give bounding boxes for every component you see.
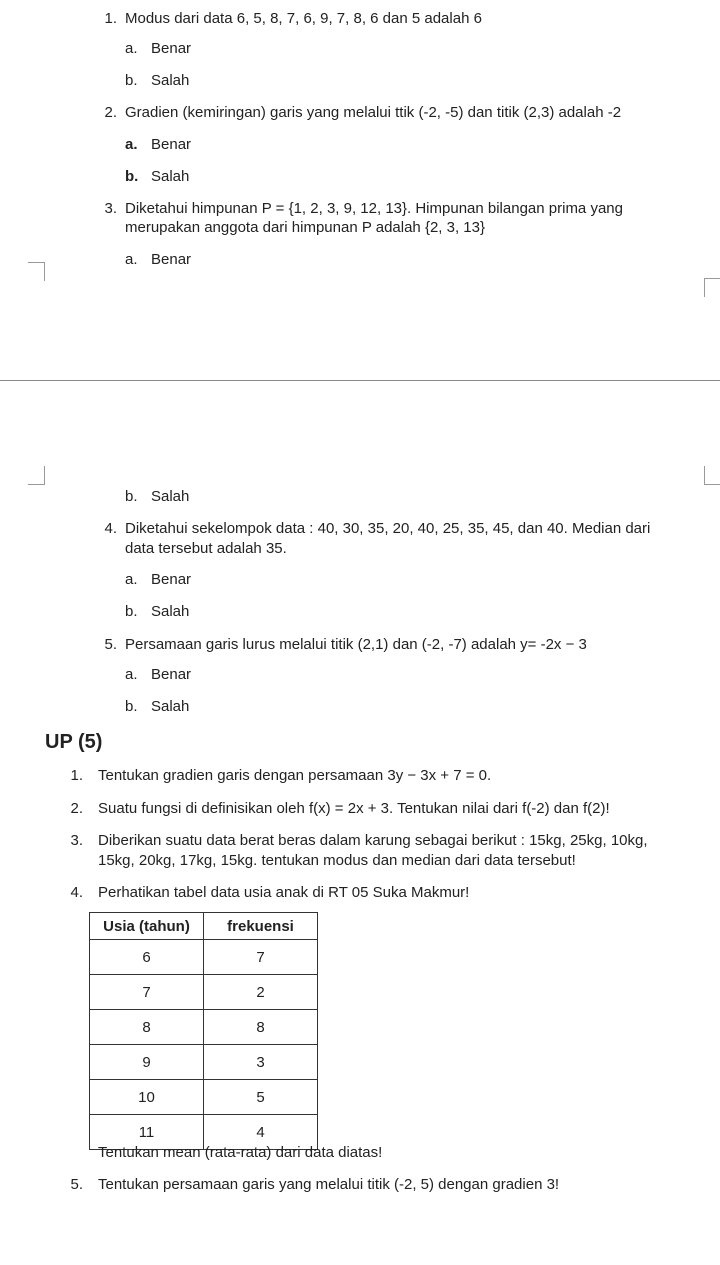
question-5-option-b-letter: b. — [125, 698, 138, 715]
table-header-row — [90, 913, 318, 940]
question-5-text: Persamaan garis lurus melalui titik (2,1) dan (-2, -7) adalah y= -2x − 3 — [125, 636, 587, 653]
up-question-3-text-line-1: Diberikan suatu data berat beras dalam karung sebagai berikut : 15kg, 25kg, 10kg, — [98, 832, 648, 849]
page-corner-mark-bottom-left — [28, 466, 45, 485]
table-row — [90, 1080, 318, 1115]
table-cell: 3 — [204, 1045, 318, 1080]
page-corner-mark-bottom-right — [704, 466, 720, 485]
table-cell: 11 — [90, 1115, 204, 1150]
table-cell: 10 — [90, 1080, 204, 1115]
up-question-5-number: 5. — [70, 1176, 83, 1193]
page-corner-mark-top-right — [704, 278, 720, 297]
table-cell: 4 — [204, 1115, 318, 1150]
age-frequency-table — [89, 912, 318, 1150]
question-1-text: Modus dari data 6, 5, 8, 7, 6, 9, 7, 8, 6 dan 5 adalah 6 — [125, 10, 482, 27]
question-4-text-line-1: Diketahui sekelompok data : 40, 30, 35, 20, 40, 25, 35, 45, dan 40. Median dari — [125, 520, 651, 537]
question-5-number: 5. — [104, 636, 117, 653]
question-5-option-a: Benar — [151, 666, 192, 683]
table-cell: 6 — [90, 940, 204, 975]
up-question-4-number: 4. — [70, 884, 83, 901]
question-2-text: Gradien (kemiringan) garis yang melalui ttik (-2, -5) dan titik (2,3) adalah -2 — [125, 104, 622, 121]
table-header-cell: Usia (tahun) — [90, 913, 204, 940]
up-question-3-number: 3. — [70, 832, 83, 849]
table-row — [90, 1045, 318, 1080]
question-4-text-line-2: data tersebut adalah 35. — [125, 540, 287, 557]
question-3-text-line-2: merupakan anggota dari himpunan P adalah {2, 3, 13} — [125, 219, 485, 236]
question-5-option-a-letter: a. — [125, 666, 138, 683]
question-4-option-a-letter: a. — [125, 571, 138, 588]
page-break-divider — [0, 380, 720, 381]
table-header-cell: frekuensi — [204, 913, 318, 940]
table-row — [90, 1010, 318, 1045]
question-2-option-a-letter: a. — [125, 136, 138, 153]
question-4-option-b-letter: b. — [125, 603, 138, 620]
section-heading: UP (5) — [45, 731, 103, 753]
table-cell: 7 — [204, 940, 318, 975]
question-3-option-a: Benar — [151, 251, 192, 268]
question-1-option-a-letter: a. — [125, 40, 138, 57]
up-question-2-text: Suatu fungsi di definisikan oleh f(x) = 2x + 3. Tentukan nilai dari f(-2) dan f(2)! — [98, 800, 610, 817]
question-1-option-b: Salah — [151, 72, 190, 89]
question-2-number: 2. — [104, 104, 117, 121]
up-question-5-text: Tentukan persamaan garis yang melalui titik (-2, 5) dengan gradien 3! — [98, 1176, 560, 1193]
question-3-option-a-letter: a. — [125, 251, 138, 268]
table-cell: 5 — [204, 1080, 318, 1115]
question-5-option-b: Salah — [151, 698, 190, 715]
up-question-2-number: 2. — [70, 800, 83, 817]
table-cell: 8 — [90, 1010, 204, 1045]
question-2-option-b-letter: b. — [125, 168, 139, 185]
up-question-4-text: Perhatikan tabel data usia anak di RT 05 Suka Makmur! — [98, 884, 470, 901]
question-1-option-b-letter: b. — [125, 72, 138, 89]
question-4-option-b: Salah — [151, 603, 190, 620]
up-question-3-text-line-2: 15kg, 20kg, 17kg, 15kg. tentukan modus dan median dari data tersebut! — [98, 852, 576, 869]
up-question-1-number: 1. — [70, 767, 83, 784]
question-1-option-a: Benar — [151, 40, 192, 57]
question-2-option-b: Salah — [151, 168, 190, 185]
table-cell: 8 — [204, 1010, 318, 1045]
question-3-text-line-1: Diketahui himpunan P = {1, 2, 3, 9, 12, 13}. Himpunan bilangan prima yang — [125, 200, 623, 217]
question-2-option-a: Benar — [151, 136, 192, 153]
table-cell: 9 — [90, 1045, 204, 1080]
table-row — [90, 975, 318, 1010]
page-corner-mark-top-left — [28, 262, 45, 281]
up-question-1-text: Tentukan gradien garis dengan persamaan 3y − 3x + 7 = 0. — [98, 767, 492, 784]
question-4-number: 4. — [104, 520, 117, 537]
table-cell: 2 — [204, 975, 318, 1010]
question-3-option-b: Salah — [151, 488, 190, 505]
up-question-4-instruction: Tentukan mean (rata-rata) dari data diatas! — [98, 1144, 383, 1161]
question-1-number: 1. — [104, 10, 117, 27]
table-row — [90, 940, 318, 975]
question-3-number: 3. — [104, 200, 117, 217]
table-cell: 7 — [90, 975, 204, 1010]
question-4-option-a: Benar — [151, 571, 192, 588]
question-3-option-b-letter: b. — [125, 488, 138, 505]
